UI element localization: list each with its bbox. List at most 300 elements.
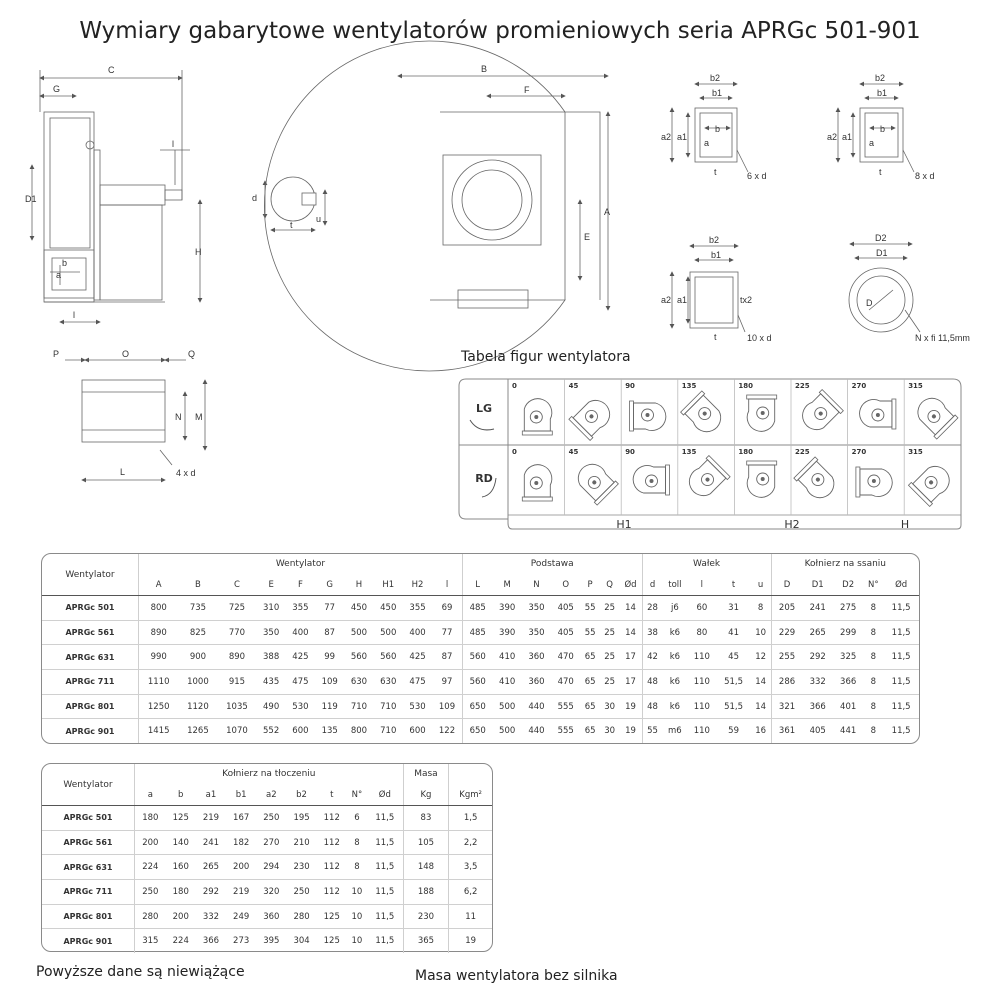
table-cell: 410 xyxy=(493,670,522,695)
flange-mass-table-box xyxy=(41,763,493,952)
fan-orientation-icon xyxy=(569,394,616,441)
table-cell: 8 xyxy=(347,830,367,855)
col-header: Ød xyxy=(883,574,919,596)
table-cell: 1250 xyxy=(139,694,179,719)
table-cell: 1120 xyxy=(178,694,217,719)
dim-t-f6: t xyxy=(714,167,717,177)
table-cell: 77 xyxy=(432,620,462,645)
table-cell: 332 xyxy=(802,670,832,695)
table-cell: 294 xyxy=(256,855,286,880)
table-cell: 735 xyxy=(178,596,217,621)
fan-model-cell: APRGc 801 xyxy=(42,904,135,929)
table-cell: 25 xyxy=(600,645,620,670)
table-cell: 110 xyxy=(693,726,710,737)
table-cell: k6 xyxy=(663,620,688,645)
table-cell: 42 xyxy=(642,645,662,670)
table-cell: 400 xyxy=(286,620,315,645)
fan-orientation-icon xyxy=(571,458,618,505)
table-cell: 315 xyxy=(135,929,166,953)
col-header: a1 xyxy=(196,784,226,806)
angle-label-90-lg: 90 xyxy=(625,382,635,390)
table-cell: 350 xyxy=(522,596,551,621)
table-cell: 210 xyxy=(286,830,316,855)
table-cell: 600 xyxy=(409,726,426,737)
col-header: D xyxy=(771,574,802,596)
table-cell: 900 xyxy=(178,645,217,670)
table-cell: 450 xyxy=(374,596,403,621)
table-cell: 485 xyxy=(462,620,492,645)
table-cell: 11,5 xyxy=(883,694,919,719)
col-header: A xyxy=(139,574,179,596)
table-cell: 1070 xyxy=(226,726,248,737)
table-cell: 630 xyxy=(374,670,403,695)
table-cell: 182 xyxy=(226,830,256,855)
table-row xyxy=(42,620,919,645)
table-cell: 405 xyxy=(809,726,826,737)
col-header: L xyxy=(462,574,492,596)
front-view-drawing xyxy=(264,41,611,371)
table-cell: 355 xyxy=(403,596,432,621)
table-cell: 122 xyxy=(438,726,456,737)
fan-model-cell: APRGc 501 xyxy=(42,806,135,831)
table-cell: 366 xyxy=(202,936,220,947)
fan-model-cell: APRGc 901 xyxy=(63,936,113,946)
fan-model-cell: APRGc 631 xyxy=(42,855,135,880)
table-cell: 490 xyxy=(256,694,285,719)
col-header: O xyxy=(551,574,580,596)
table-cell: 45 xyxy=(717,645,751,670)
table-cell: 280 xyxy=(286,904,316,929)
table-cell: 10 xyxy=(751,620,771,645)
angle-label-270-rd: 270 xyxy=(851,448,867,456)
table-cell: 560 xyxy=(462,670,492,695)
table-cell: j6 xyxy=(663,596,688,621)
dim-D2: D2 xyxy=(875,233,887,243)
table-cell: 65 xyxy=(580,670,600,695)
table-cell: 109 xyxy=(432,694,462,719)
table-row xyxy=(42,806,492,831)
table-cell: 140 xyxy=(166,830,196,855)
table-cell: 325 xyxy=(833,645,863,670)
col-header: t xyxy=(317,784,347,806)
table-cell: 19 xyxy=(619,694,642,719)
table-cell: 87 xyxy=(315,620,344,645)
dim-b1-f6: b1 xyxy=(712,88,723,98)
fan-orientation-icon xyxy=(856,467,892,497)
table-cell: 51,5 xyxy=(717,670,751,695)
fan-orientation-icon xyxy=(908,460,955,507)
fan-orientation-icon xyxy=(633,465,669,495)
table-cell: 25 xyxy=(600,620,620,645)
dim-a-f6: a xyxy=(704,138,710,148)
dim-b2-f8: b2 xyxy=(875,73,886,83)
table-cell: 710 xyxy=(374,694,403,719)
table-cell: 310 xyxy=(256,596,285,621)
angle-label-315-rd: 315 xyxy=(908,448,923,456)
dim-b2-f10: b2 xyxy=(709,235,720,245)
col-header: H2 xyxy=(403,574,432,596)
table-cell: 180 xyxy=(166,880,196,905)
table-cell: 441 xyxy=(840,726,857,737)
dim-L: L xyxy=(120,467,126,477)
table-cell: 10 xyxy=(347,904,367,929)
dim-a-side: a xyxy=(56,270,62,280)
table-cell: 450 xyxy=(344,596,373,621)
table-cell: 14 xyxy=(751,670,771,695)
angle-label-180-lg: 180 xyxy=(738,382,754,390)
table-cell: 125 xyxy=(317,904,347,929)
table-cell: 390 xyxy=(493,596,522,621)
table-cell: 250 xyxy=(135,880,166,905)
dim-t-f8: t xyxy=(879,167,882,177)
angle-label-90-rd: 90 xyxy=(625,448,635,456)
angle-label-135-lg: 135 xyxy=(681,382,697,390)
table-cell: 112 xyxy=(317,855,347,880)
table-cell: 28 xyxy=(642,596,662,621)
table-cell: 87 xyxy=(432,645,462,670)
angle-label-0-lg: 0 xyxy=(512,382,517,390)
col-header: Kgm² xyxy=(449,784,492,806)
col-header: M xyxy=(493,574,522,596)
table-cell: 366 xyxy=(833,670,863,695)
fan-model-cell: APRGc 561 xyxy=(42,830,135,855)
table-cell: 200 xyxy=(135,830,166,855)
table-cell: 250 xyxy=(256,806,286,831)
table-cell: 8 xyxy=(347,855,367,880)
table-cell: 825 xyxy=(178,620,217,645)
col-header: a2 xyxy=(256,784,286,806)
figures-table-caption: Tabela figur wentylatora xyxy=(461,349,631,365)
fan-model-cell: APRGc 561 xyxy=(42,620,139,645)
table-cell: 475 xyxy=(403,670,432,695)
dim-M: M xyxy=(195,412,203,422)
fan-orientation-icon xyxy=(911,392,958,439)
table-cell: 6,2 xyxy=(449,880,492,905)
table-cell: 51,5 xyxy=(717,694,751,719)
table-cell: 366 xyxy=(802,694,832,719)
table-cell: 650 xyxy=(462,719,492,743)
col-header: d xyxy=(642,574,662,596)
dim-a1-f6: a1 xyxy=(677,132,688,142)
table-cell: 725 xyxy=(217,596,256,621)
table-cell: 167 xyxy=(226,806,256,831)
table-cell: 48 xyxy=(642,670,662,695)
note-left: Powyższe dane są niewiążące xyxy=(36,964,245,980)
table-cell: 110 xyxy=(687,694,716,719)
col-header: toll xyxy=(663,574,688,596)
col-header: H xyxy=(344,574,373,596)
col-header: a xyxy=(135,784,166,806)
table-cell: 148 xyxy=(403,855,449,880)
table-cell: 2,2 xyxy=(449,830,492,855)
table-cell: 440 xyxy=(528,726,545,737)
fan-model-cell: APRGc 711 xyxy=(42,880,135,905)
table-cell: 8 xyxy=(863,670,883,695)
dim-t-f10: t xyxy=(714,332,717,342)
table-row xyxy=(42,670,919,695)
table-cell: 19 xyxy=(449,929,492,953)
table-cell: 55 xyxy=(580,620,600,645)
col-header: B xyxy=(178,574,217,596)
table-cell: 112 xyxy=(317,806,347,831)
table-cell: 388 xyxy=(256,645,285,670)
table-cell: 11,5 xyxy=(367,806,403,831)
col-header: D1 xyxy=(802,574,832,596)
table-cell: 55 xyxy=(580,596,600,621)
dim-b2-f6: b2 xyxy=(710,73,721,83)
table-cell: 440 xyxy=(522,694,551,719)
table-cell: 425 xyxy=(286,645,315,670)
group-h2: H2 xyxy=(784,518,800,531)
holes-round: N x fi 11,5mm xyxy=(915,333,970,343)
table-cell: 195 xyxy=(286,806,316,831)
table-cell: 11,5 xyxy=(883,645,919,670)
table-cell: 650 xyxy=(462,694,492,719)
dim-a2-f10: a2 xyxy=(661,295,672,305)
table-cell: 361 xyxy=(771,719,802,743)
table-cell: 31 xyxy=(717,596,751,621)
fan-orientation-icon xyxy=(747,461,777,497)
table-cell: 475 xyxy=(286,670,315,695)
table-cell: 160 xyxy=(166,855,196,880)
table-cell: 630 xyxy=(344,670,373,695)
table-cell: k6 xyxy=(663,645,688,670)
fan-model-cell: APRGc 801 xyxy=(42,694,139,719)
flange-10-holes-drawing xyxy=(672,246,745,332)
fan-orientation-icon xyxy=(860,399,896,429)
table-cell: 65 xyxy=(580,645,600,670)
table-cell: 11,5 xyxy=(367,830,403,855)
table-cell: 16 xyxy=(755,726,767,737)
col-header: Ød xyxy=(367,784,403,806)
col-header: b2 xyxy=(286,784,316,806)
table-cell: 241 xyxy=(196,830,226,855)
table-cell: 83 xyxy=(403,806,449,831)
table-cell: 200 xyxy=(226,855,256,880)
table-cell: 125 xyxy=(166,806,196,831)
table-cell: 8 xyxy=(863,694,883,719)
table-cell: 219 xyxy=(196,806,226,831)
group-header-4: Kołnierz na ssaniu xyxy=(771,554,919,574)
table-cell: 69 xyxy=(432,596,462,621)
table-cell: 710 xyxy=(344,694,373,719)
table-cell: 65 xyxy=(580,694,600,719)
col-header: N xyxy=(522,574,551,596)
dim-a2-f8: a2 xyxy=(827,132,838,142)
table-cell: 12 xyxy=(751,645,771,670)
table-cell: 890 xyxy=(217,645,256,670)
table-cell: 229 xyxy=(771,620,802,645)
table-cell: 25 xyxy=(600,670,620,695)
table-row xyxy=(42,929,492,953)
table-cell: 30 xyxy=(600,694,620,719)
table-cell: 135 xyxy=(321,726,338,737)
dim-H: H xyxy=(195,247,202,257)
flange-mass-table xyxy=(42,764,492,953)
table-cell: 365 xyxy=(403,929,449,953)
table-cell: 205 xyxy=(771,596,802,621)
dim-b1-f8: b1 xyxy=(877,88,888,98)
table-cell: 304 xyxy=(293,936,310,947)
dim-D1-round: D1 xyxy=(876,248,888,258)
table-cell: 770 xyxy=(217,620,256,645)
table-cell: 6 xyxy=(347,806,367,831)
table-cell: 265 xyxy=(802,620,832,645)
flange-8-holes-drawing xyxy=(838,84,914,172)
table-cell: 25 xyxy=(600,596,620,621)
table-cell: 890 xyxy=(139,620,179,645)
table-cell: 200 xyxy=(166,904,196,929)
col-header: C xyxy=(217,574,256,596)
dim-b-f6: b xyxy=(715,124,721,134)
table-cell: 11,5 xyxy=(883,670,919,695)
table-cell: 320 xyxy=(256,880,286,905)
table-row xyxy=(42,904,492,929)
table-cell: 990 xyxy=(139,645,179,670)
dim-C: C xyxy=(108,65,115,75)
dim-E: E xyxy=(584,232,591,242)
table-cell: 360 xyxy=(256,904,286,929)
table-cell: 435 xyxy=(256,670,285,695)
angle-label-225-rd: 225 xyxy=(795,448,810,456)
table-cell: 350 xyxy=(522,620,551,645)
page-title: Wymiary gabarytowe wentylatorów promieniowych seria APRGc 501-901 xyxy=(79,18,921,44)
fan-model-cell: APRGc 501 xyxy=(42,596,139,621)
col-header: l xyxy=(432,574,462,596)
table-cell: 500 xyxy=(344,620,373,645)
fan-orientation-icon xyxy=(683,456,730,503)
dim-t-shaft: t xyxy=(290,220,293,230)
dim-b-side: b xyxy=(62,258,68,268)
table-cell: 80 xyxy=(687,620,716,645)
dim-l-top: l xyxy=(172,139,174,149)
fan-model-cell: APRGc 631 xyxy=(42,645,139,670)
table-cell: 224 xyxy=(172,936,189,947)
col-header: b xyxy=(166,784,196,806)
table-cell: 405 xyxy=(551,620,580,645)
table-cell: k6 xyxy=(663,694,688,719)
angle-label-45-rd: 45 xyxy=(568,448,579,456)
col-header-fan: Wentylator xyxy=(42,554,139,596)
table-cell: 250 xyxy=(286,880,316,905)
fan-model-cell: APRGc 711 xyxy=(42,670,139,695)
table-cell: 249 xyxy=(226,904,256,929)
dim-b-f8: b xyxy=(880,124,886,134)
table-cell: 270 xyxy=(256,830,286,855)
table-cell: 555 xyxy=(557,726,574,737)
fan-orientation-icon xyxy=(522,465,552,501)
table-cell: 10 xyxy=(351,936,363,947)
table-cell: 560 xyxy=(344,645,373,670)
table-row xyxy=(42,694,919,719)
col-header: Kg xyxy=(403,784,449,806)
table-cell: 400 xyxy=(403,620,432,645)
group-header-mass: Masa xyxy=(403,764,449,784)
table-cell: 8 xyxy=(870,726,877,737)
table-cell: 800 xyxy=(139,596,179,621)
row-label-rd: RD xyxy=(475,472,493,485)
table-cell: 17 xyxy=(619,670,642,695)
col-header: N° xyxy=(347,784,367,806)
angle-label-135-rd: 135 xyxy=(681,448,697,456)
table-cell: 48 xyxy=(642,694,662,719)
col-header: F xyxy=(286,574,315,596)
dim-tx2-f10: tx2 xyxy=(740,295,753,305)
col-header: l xyxy=(687,574,716,596)
table-cell: 275 xyxy=(833,596,863,621)
holes-f6: 6 x d xyxy=(747,171,767,181)
table-cell: 59 xyxy=(728,726,739,737)
table-cell: 1265 xyxy=(187,726,209,737)
fan-model-cell: APRGc 901 xyxy=(65,726,115,736)
table-cell: 555 xyxy=(551,694,580,719)
table-cell: 60 xyxy=(687,596,716,621)
dim-O: O xyxy=(122,349,130,359)
table-cell: 219 xyxy=(226,880,256,905)
table-cell: 350 xyxy=(256,620,285,645)
dim-a-f8: a xyxy=(869,138,875,148)
col-header: G xyxy=(315,574,344,596)
figures-table xyxy=(456,375,963,531)
table-cell: 1,5 xyxy=(449,806,492,831)
col-header: P xyxy=(580,574,600,596)
table-cell: 110 xyxy=(687,670,716,695)
table-cell: 119 xyxy=(315,694,344,719)
table-cell: 10 xyxy=(347,880,367,905)
table-cell: 125 xyxy=(323,936,340,947)
note-right: Masa wentylatora bez silnika xyxy=(415,968,618,984)
table-cell: 600 xyxy=(292,726,309,737)
table-cell: 800 xyxy=(350,726,368,737)
table-cell: 560 xyxy=(462,645,492,670)
col-header: t xyxy=(717,574,751,596)
angle-label-180-rd: 180 xyxy=(738,448,754,456)
table-cell: 41 xyxy=(717,620,751,645)
fan-orientation-icon xyxy=(796,390,843,437)
table-cell: 292 xyxy=(196,880,226,905)
fan-orientation-icon xyxy=(522,399,552,435)
table-cell: 401 xyxy=(833,694,863,719)
table-cell: 265 xyxy=(196,855,226,880)
table-row xyxy=(42,645,919,670)
table-cell: 1415 xyxy=(139,719,179,743)
dimensions-table xyxy=(42,554,919,743)
table-cell: 109 xyxy=(315,670,344,695)
table-cell: 410 xyxy=(493,645,522,670)
table-cell: k6 xyxy=(663,670,688,695)
table-cell: 292 xyxy=(802,645,832,670)
table-cell: 55 xyxy=(642,719,662,743)
table-cell: 355 xyxy=(286,596,315,621)
fan-orientation-icon xyxy=(630,401,666,431)
dim-D-round: D xyxy=(866,298,873,308)
col-header: Q xyxy=(600,574,620,596)
row-label-lg: LG xyxy=(475,402,493,415)
table-cell: 11,5 xyxy=(367,880,403,905)
table-row xyxy=(42,719,919,743)
table-cell: 241 xyxy=(802,596,832,621)
col-header: H1 xyxy=(374,574,403,596)
table-cell: 110 xyxy=(687,645,716,670)
table-cell: 470 xyxy=(551,645,580,670)
table-cell: 286 xyxy=(771,670,802,695)
table-cell: 11,5 xyxy=(891,726,911,737)
table-row xyxy=(42,880,492,905)
dim-D1: D1 xyxy=(25,194,37,204)
col-header: D2 xyxy=(833,574,863,596)
angle-label-315-lg: 315 xyxy=(908,382,923,390)
angle-label-225-lg: 225 xyxy=(795,382,810,390)
